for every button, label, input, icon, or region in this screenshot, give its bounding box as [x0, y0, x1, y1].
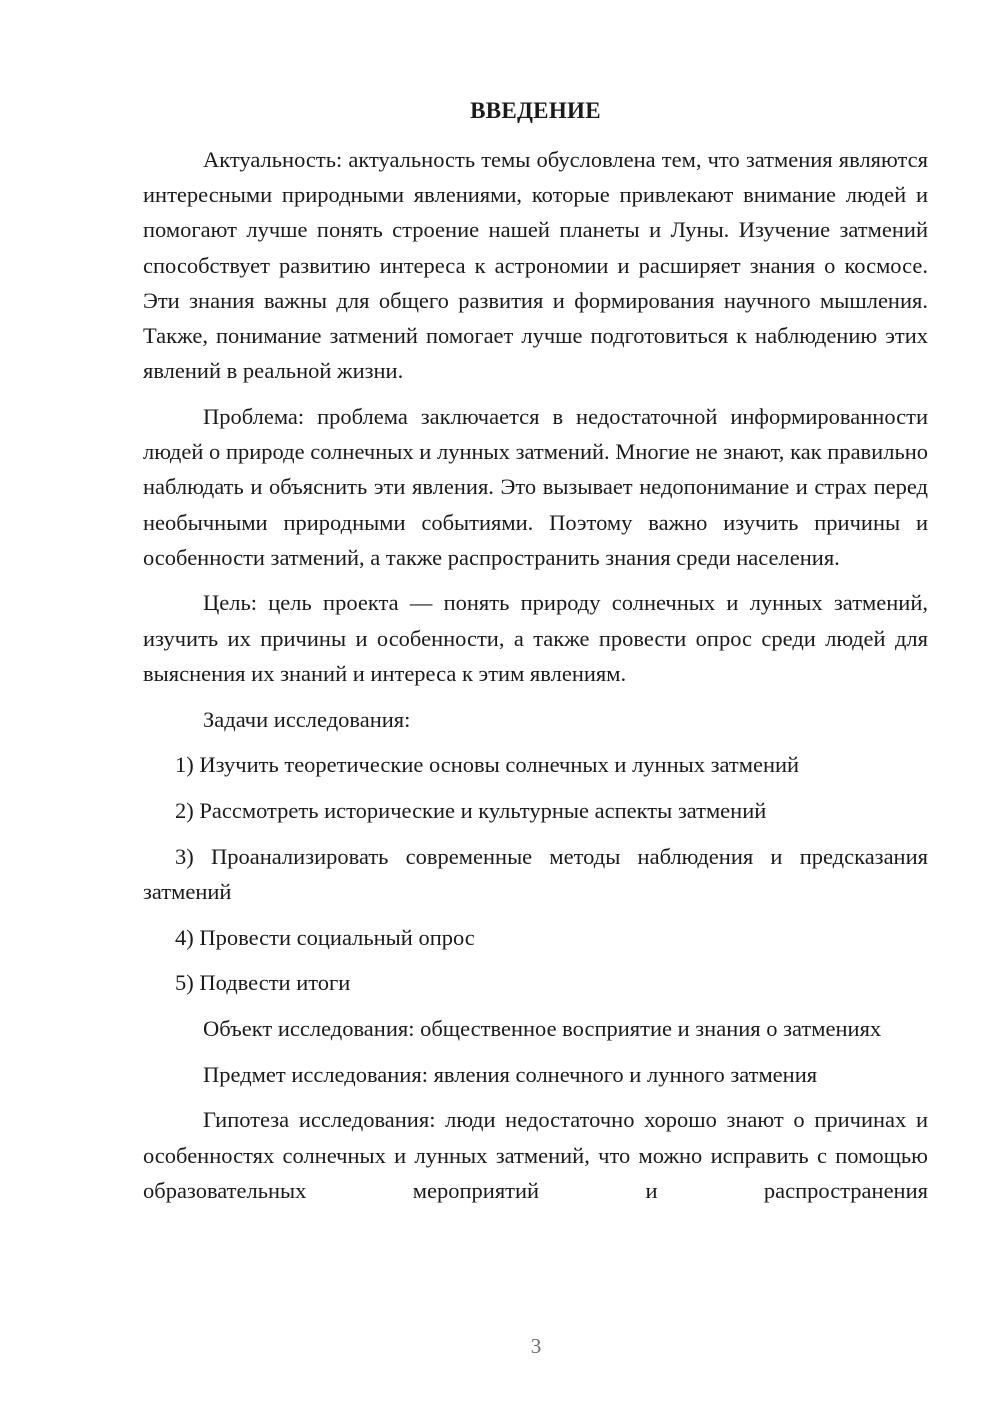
- paragraph-goal: Цель: цель проекта — понять природу солнечных и лунных затмений, изучить их причины и особенности, а также провести опрос среди людей для выяснения их знаний и интереса к этим явлениям.: [143, 590, 928, 686]
- task-item-2: 2) Рассмотреть исторические и культурные аспекты затмений: [175, 797, 767, 823]
- tasks-title: Задачи исследования:: [203, 706, 411, 732]
- section-heading: ВВЕДЕНИЕ: [470, 98, 601, 123]
- page-number: 3: [530, 1334, 542, 1358]
- paragraph-subject: Предмет исследования: явления солнечного и лунного затмения: [203, 1061, 818, 1087]
- paragraph-problem: Проблема: проблема заключается в недостаточной информированности людей о природе солнечных и лунных затмений. Многие не знают, как правильно наблюдать и объяснить эти явления. Это вызывает недопонимание и страх перед необычными природными событиями. Поэтому важно изучить причины и особенности затмений, а также распространить знания среди населения.: [143, 403, 928, 570]
- task-item-3: 3) Проанализировать современные методы наблюдения и предсказания затмений: [143, 843, 928, 904]
- paragraph-object: Объект исследования: общественное восприятие и знания о затмениях: [203, 1015, 882, 1041]
- paragraph-hypothesis: Гипотеза исследования: люди недостаточно хорошо знают о причинах и особенностях солнечных и лунных затмений, что можно исправить с помощью образовательных мероприятий и распространения: [143, 1107, 928, 1203]
- task-item-5: 5) Подвести итоги: [175, 970, 351, 996]
- task-item-1: 1) Изучить теоретические основы солнечных и лунных затмений: [175, 752, 800, 778]
- document-body: [143, 142, 928, 1218]
- paragraph-relevance: Актуальность: актуальность темы обусловлена тем, что затмения являются интересными природными явлениями, которые привлекают внимание людей и помогают лучше понять строение нашей планеты и Луны. Изучение затмений способствует развитию интереса к астрономии и расширяет знания о космосе. Эти знания важны для общего развития и формирования научного мышления. Также, понимание затмений помогает лучше подготовиться к наблюдению этих явлений в реальной жизни.: [143, 147, 928, 384]
- task-item-4: 4) Провести социальный опрос: [175, 924, 475, 950]
